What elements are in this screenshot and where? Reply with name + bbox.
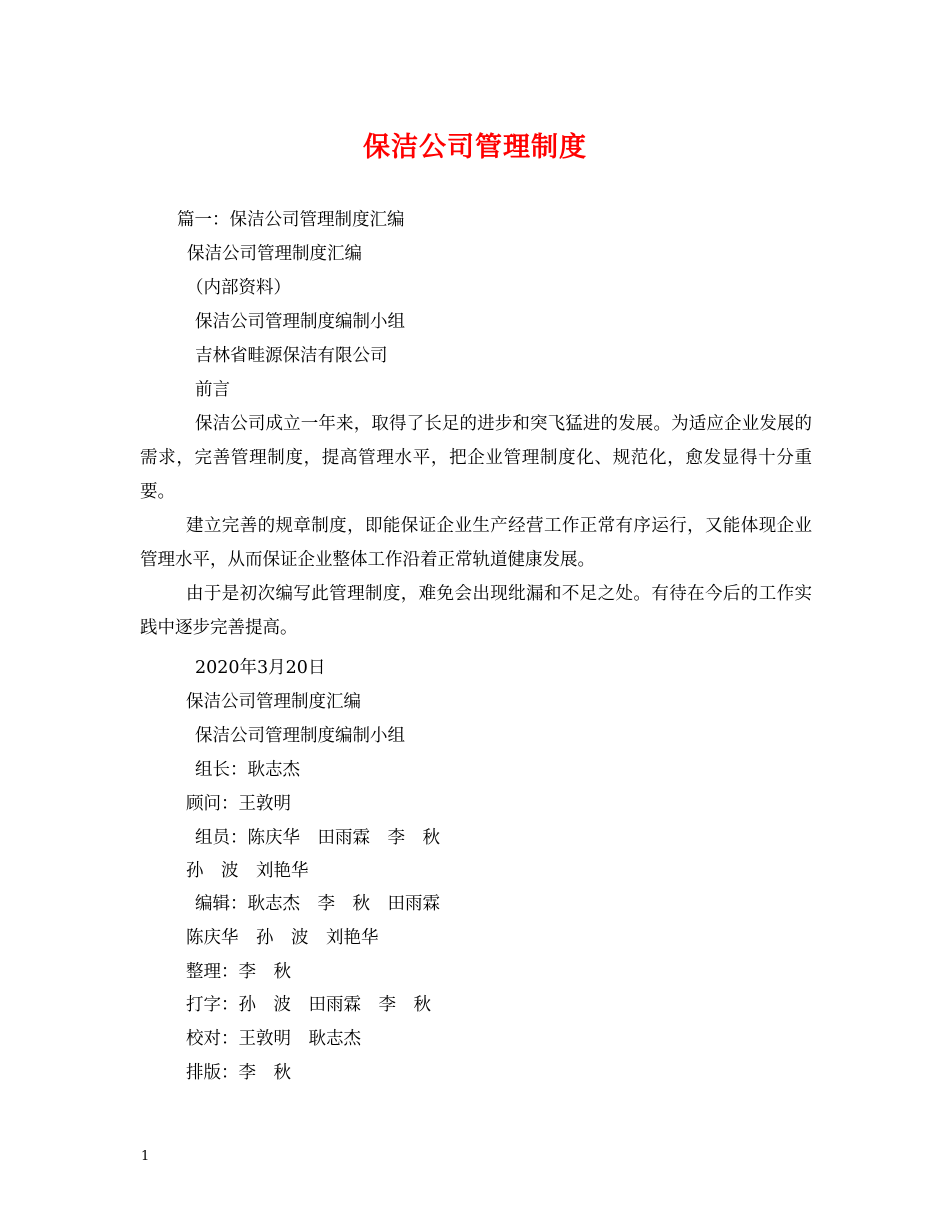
compilation-heading: 保洁公司管理制度汇编 xyxy=(187,244,362,264)
internal-material-label: （内部资料） xyxy=(186,278,291,298)
organizer-line: 整理：李 秋 xyxy=(186,962,291,982)
group-name-line: 保洁公司管理制度编制小组 xyxy=(195,726,405,746)
preface-heading: 前言 xyxy=(195,380,230,400)
preface-paragraph-3: 由于是初次编写此管理制度，难免会出现纰漏和不足之处。有待在今后的工作实践中逐步完善提高。 xyxy=(140,584,812,638)
layout-line: 排版：李 秋 xyxy=(186,1063,291,1083)
page-number: 1 xyxy=(141,1149,150,1164)
document-title: 保洁公司管理制度 xyxy=(363,132,587,163)
editorial-group-line: 保洁公司管理制度编制小组 xyxy=(195,312,405,332)
section-heading: 篇一：保洁公司管理制度汇编 xyxy=(177,210,405,230)
preface-date: 2020年3月20日 xyxy=(195,658,326,678)
editors-line-continued: 陈庆华 孙 波 刘艳华 xyxy=(186,928,379,948)
typists-line: 打字：孙 波 田雨霖 李 秋 xyxy=(186,995,431,1015)
preface-paragraph-2: 建立完善的规章制度，即能保证企业生产经营工作正常有序运行，又能体现企业管理水平，从而保证企业整体工作沿着正常轨道健康发展。 xyxy=(140,516,812,570)
advisor-line: 顾问：王敦明 xyxy=(186,794,291,814)
compilation-title-line: 保洁公司管理制度汇编 xyxy=(186,692,361,712)
members-line-continued: 孙 波 刘艳华 xyxy=(186,861,309,881)
members-line: 组员：陈庆华 田雨霖 李 秋 xyxy=(195,828,440,848)
editors-line: 编辑：耿志杰 李 秋 田雨霖 xyxy=(195,894,440,914)
leader-line: 组长：耿志杰 xyxy=(195,760,300,780)
proofreaders-line: 校对：王敦明 耿志杰 xyxy=(186,1029,361,1049)
preface-paragraph-1: 保洁公司成立一年来，取得了长足的进步和突飞猛进的发展。为适应企业发展的需求，完善管理制度，提高管理水平，把企业管理制度化、规范化，愈发显得十分重要。 xyxy=(140,414,812,502)
company-name-line: 吉林省畦源保洁有限公司 xyxy=(195,346,388,366)
